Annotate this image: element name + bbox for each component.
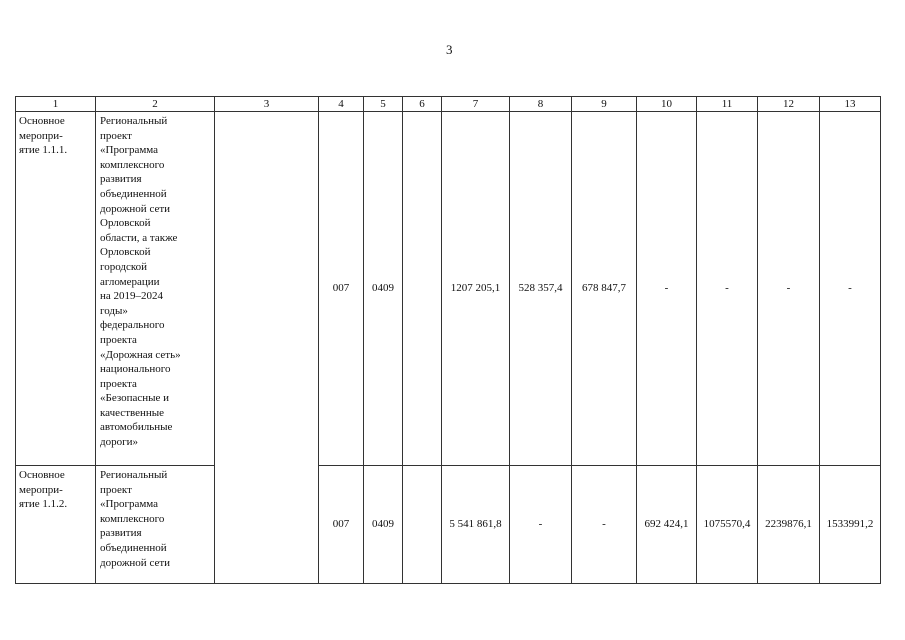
total-cell: 1207 205,1 bbox=[442, 112, 510, 466]
year-value-cell: - bbox=[637, 112, 697, 466]
section-code-cell: 0409 bbox=[364, 466, 403, 584]
column-header: 11 bbox=[697, 97, 758, 112]
year-value-cell: - bbox=[758, 112, 820, 466]
executor-cell bbox=[215, 112, 319, 584]
year-value-cell: - bbox=[572, 466, 637, 584]
year-value-cell: - bbox=[510, 466, 572, 584]
project-description-cell: Региональный проект «Программа комплексного развития объединенной дорожной сети bbox=[96, 466, 215, 584]
year-value-cell: 528 357,4 bbox=[510, 112, 572, 466]
column-header: 8 bbox=[510, 97, 572, 112]
column-header: 2 bbox=[96, 97, 215, 112]
year-value-cell: - bbox=[820, 112, 881, 466]
total-cell: 5 541 861,8 bbox=[442, 466, 510, 584]
table-header-row bbox=[16, 97, 881, 112]
column-header: 4 bbox=[319, 97, 364, 112]
table-row bbox=[16, 466, 881, 584]
column-header: 5 bbox=[364, 97, 403, 112]
column-header: 7 bbox=[442, 97, 510, 112]
budget-table bbox=[15, 96, 881, 584]
year-value-cell: 678 847,7 bbox=[572, 112, 637, 466]
grbs-code-cell: 007 bbox=[319, 466, 364, 584]
year-value-cell: - bbox=[697, 112, 758, 466]
activity-name-cell: Основное меропри- ятие 1.1.2. bbox=[16, 466, 96, 584]
project-description-cell: Региональный проект «Программа комплексного развития объединенной дорожной сети Орловской области, а также Орловской городской агломерации на 2019–2024 годы» федерального проекта «Дорожная сеть» национального проекта «Безопасные и качественные автомобильные дороги» bbox=[96, 112, 215, 466]
section-code-cell: 0409 bbox=[364, 112, 403, 466]
year-value-cell: 692 424,1 bbox=[637, 466, 697, 584]
column-header: 12 bbox=[758, 97, 820, 112]
activity-name-cell: Основное меропри- ятие 1.1.1. bbox=[16, 112, 96, 466]
target-article-cell bbox=[403, 466, 442, 584]
page-number: 3 bbox=[446, 42, 453, 57]
column-header: 10 bbox=[637, 97, 697, 112]
column-header: 6 bbox=[403, 97, 442, 112]
column-header: 13 bbox=[820, 97, 881, 112]
year-value-cell: 2239876,1 bbox=[758, 466, 820, 584]
column-header: 3 bbox=[215, 97, 319, 112]
year-value-cell: 1533991,2 bbox=[820, 466, 881, 584]
year-value-cell: 1075570,4 bbox=[697, 466, 758, 584]
column-header: 1 bbox=[16, 97, 96, 112]
target-article-cell bbox=[403, 112, 442, 466]
column-header: 9 bbox=[572, 97, 637, 112]
grbs-code-cell: 007 bbox=[319, 112, 364, 466]
table-row bbox=[16, 112, 881, 466]
